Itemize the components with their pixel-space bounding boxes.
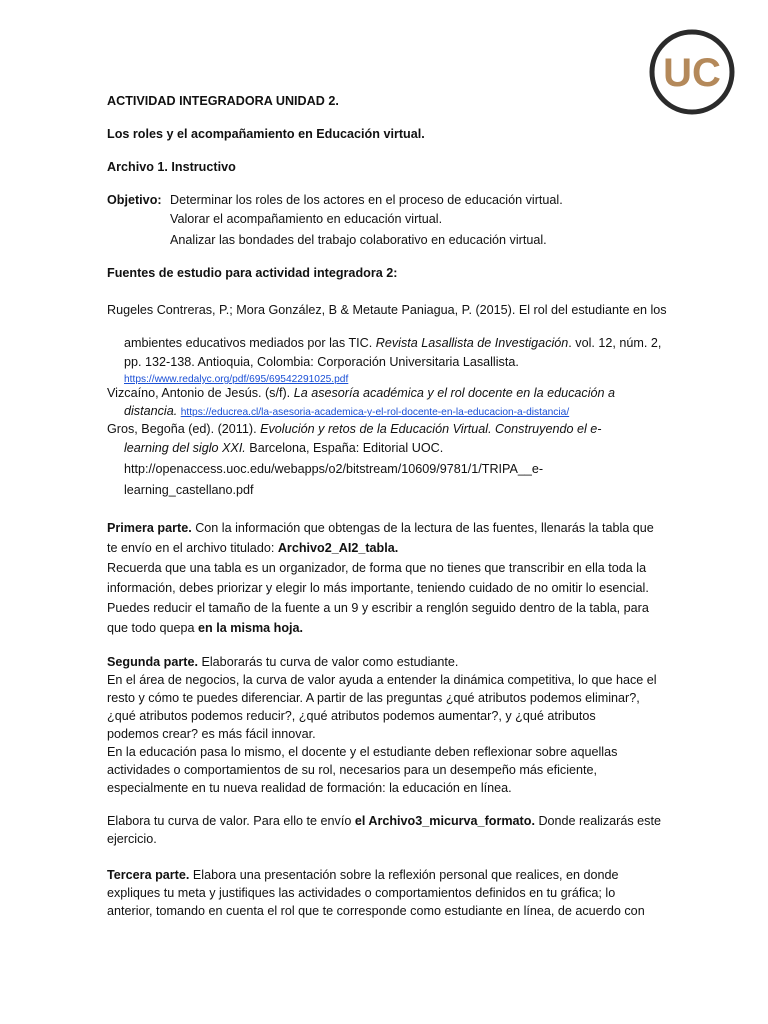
- reference-2-line: distancia. https://educrea.cl/la-asesoria-academica-y-el-rol-docente-en-la-educacion-a-distancia/: [124, 404, 570, 418]
- objetivo-line: Analizar las bondades del trabajo colaborativo en educación virtual.: [170, 233, 547, 247]
- segunda-parte-section: Segunda parte. Elaborarás tu curva de valor como estudiante. En el área de negocios, la curva de valor ayuda a entender la dinámica competitiva, lo que hace el resto y cómo te puedes diferenciar. A partir de las preguntas ¿qué atributos podemos eliminar?, ¿qué atributos podemos reducir?, ¿qué atributos podemos aumentar?, y ¿qué atributos podemos crear? es más fácil innovar. En la educación pasa lo mismo, el docente y el estudiante deben reflexionar sobre aquellas actividades o comportamientos de su rol, necesarios para un desempeño más eficiente, especialmente en tu nueva realidad de formación: la educación en línea.: [107, 655, 657, 795]
- objetivo-label: Objetivo:: [107, 193, 162, 207]
- archivo2-filename: Archivo2_AI2_tabla.: [277, 541, 399, 555]
- segunda-parte-label: Segunda parte.: [107, 655, 198, 669]
- tercera-parte-section: Tercera parte. Elabora una presentación sobre la reflexión personal que realices, en donde expliques tu meta y justifiques las actividades o comportamientos definidos en tu gráfica; lo anterior, tomando en cuenta el rol que te corresponde como estudiante en línea, de acuerdo con: [107, 868, 645, 918]
- logo-text: UC: [663, 51, 721, 95]
- redalyc-link[interactable]: https://www.redalyc.org/pdf/695/69542291025.pdf: [124, 374, 349, 385]
- tercera-parte-label: Tercera parte.: [107, 868, 190, 882]
- primera-parte-label: Primera parte.: [107, 521, 192, 535]
- reference-1-line: ambientes educativos mediados por las TIC. Revista Lasallista de Investigación. vol. 12, núm. 2,: [124, 336, 662, 350]
- objetivo-line: Valorar el acompañamiento en educación virtual.: [170, 212, 443, 226]
- reference-3-url: http://openaccess.uoc.edu/webapps/o2/bitstream/10609/9781/1/TRIPA__e-: [124, 462, 544, 476]
- reference-2-line: Vizcaíno, Antonio de Jesús. (s/f). La asesoría académica y el rol docente en la educación a: [107, 386, 616, 400]
- document-title: ACTIVIDAD INTEGRADORA UNIDAD 2.: [107, 94, 339, 108]
- reference-1-line: Rugeles Contreras, P.; Mora González, B & Metaute Paniagua, P. (2015). El rol del estudiante en los: [107, 303, 667, 317]
- archivo-heading: Archivo 1. Instructivo: [107, 160, 236, 174]
- objetivo-line: Determinar los roles de los actores en el proceso de educación virtual.: [170, 193, 563, 207]
- reference-3-url: learning_castellano.pdf: [124, 483, 254, 497]
- reference-1-line: pp. 132-138. Antioquia, Colombia: Corporación Universitaria Lasallista.: [124, 355, 519, 369]
- fuentes-heading: Fuentes de estudio para actividad integradora 2:: [107, 266, 398, 280]
- document-subtitle: Los roles y el acompañamiento en Educación virtual.: [107, 127, 425, 141]
- primera-parte-section: Primera parte. Con la información que obtengas de la lectura de las fuentes, llenarás la tabla que te envío en el archivo titulado: Archivo2_AI2_tabla. Recuerda que una tabla es un organizador, de forma que no tienes que transcribir en ella toda la información, debes priorizar y elegir lo más importante, teniendo cuidado de no omitir lo esencial. Puedes reducir el tamaño de la fuente a un 9 y escribir a renglón seguido dentro de la tabla, para que todo quepa en la misma hoja.: [107, 521, 654, 635]
- reference-3-line: learning del siglo XXI. Barcelona, España: Editorial UOC.: [124, 441, 444, 455]
- elabora-paragraph: Elabora tu curva de valor. Para ello te envío el Archivo3_micurva_formato. Donde realizarás este ejercicio.: [107, 814, 661, 846]
- educrea-link[interactable]: https://educrea.cl/la-asesoria-academica-y-el-rol-docente-en-la-educacion-a-distancia/: [180, 407, 570, 418]
- archivo3-filename: el Archivo3_micurva_formato.: [354, 814, 535, 828]
- reference-3-line: Gros, Begoña (ed). (2011). Evolución y retos de la Educación Virtual. Construyendo el e-: [107, 422, 602, 436]
